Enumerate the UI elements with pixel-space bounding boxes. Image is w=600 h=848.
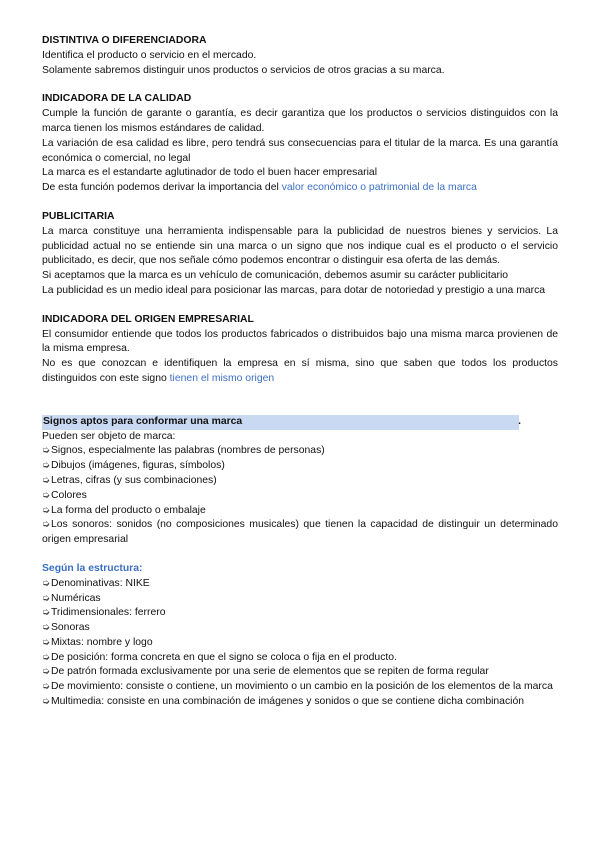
list-item-text: Mixtas: nombre y logo <box>50 636 153 648</box>
section-title-origen: INDICADORA DEL ORIGEN EMPRESARIAL <box>42 313 254 325</box>
signos-list <box>42 444 558 548</box>
list-item <box>42 474 558 489</box>
list-item-text: Los sonoros: sonidos (no composiciones musicales) que tienen la capacidad de distinguir un determinado origen empresarial <box>42 519 558 546</box>
list-item <box>42 651 558 666</box>
list-item <box>42 695 558 710</box>
paragraph: La marca constituye una herramienta indispensable para la publicidad de nuestros bienes y servicios. La publicidad actual no se entiende sin una marca o un signo que nos indique cual es el producto o el servicio publicitado, es decir, que nos señale cómo podemos encontrar o distinguir esa oferta de las demás. <box>42 225 558 267</box>
signos-title: Signos aptos para conformar una marca <box>43 415 243 427</box>
arrow-bullet-icon: ➭ <box>42 607 50 619</box>
arrow-bullet-icon: ➭ <box>42 460 50 472</box>
paragraph: La variación de esa calidad es libre, pero tendrá sus consecuencias para el titular de la marca. Es una garantía económica o comercial, no legal <box>42 137 558 164</box>
list-item-text: Letras, cifras (y sus combinaciones) <box>50 474 217 486</box>
arrow-bullet-icon: ➭ <box>42 504 50 516</box>
estructura-list <box>42 577 558 710</box>
list-item <box>42 459 558 474</box>
list-item-text: Numéricas <box>50 592 101 604</box>
valor-economico-link[interactable]: valor económico o patrimonial de la marca <box>281 182 477 194</box>
list-item-text: Tridimensionales: ferrero <box>50 607 166 619</box>
list-item <box>42 592 558 607</box>
list-item <box>42 518 558 548</box>
list-item-text: Sonoras <box>50 622 90 634</box>
list-item <box>42 444 558 459</box>
list-item <box>42 680 558 695</box>
paragraph: La marca es el estandarte aglutinador de todo el buen hacer empresarial <box>42 167 378 179</box>
list-item <box>42 577 558 592</box>
signos-intro: Pueden ser objeto de marca: <box>42 430 176 442</box>
list-item-text: Dibujos (imágenes, figuras, símbolos) <box>50 460 225 472</box>
list-item-text: Signos, especialmente las palabras (nombres de personas) <box>50 445 325 457</box>
list-item-text: De patrón formada exclusivamente por una serie de elementos que se repiten de forma regular <box>50 666 489 678</box>
arrow-bullet-icon: ➭ <box>42 445 50 457</box>
arrow-bullet-icon: ➭ <box>42 489 50 501</box>
paragraph-text: De esta función podemos derivar la importancia del <box>42 182 282 194</box>
arrow-bullet-icon: ➭ <box>42 474 50 486</box>
list-item-text: De movimiento: consiste o contiene, un movimiento o un cambio en la posición de los elementos de la marca <box>50 681 553 693</box>
mismo-origen-link[interactable]: tienen el mismo origen <box>169 372 275 384</box>
list-item-text: Colores <box>50 489 87 501</box>
paragraph-text: No es que conozcan e identifiquen la empresa en sí misma, sino que saben que todos los productos distinguidos con este signo <box>42 358 558 384</box>
paragraph-with-link <box>42 181 558 196</box>
paragraph: La publicidad es un medio ideal para posicionar las marcas, para dotar de notoriedad y prestigio a una marca <box>42 284 546 296</box>
paragraph: Identifica el producto o servicio en el mercado. <box>42 49 257 61</box>
arrow-bullet-icon: ➭ <box>42 681 50 693</box>
list-item <box>42 489 558 504</box>
arrow-bullet-icon: ➭ <box>42 696 50 708</box>
section-title-distintiva: DISTINTIVA O DIFERENCIADORA <box>42 35 207 46</box>
paragraph-with-link <box>42 357 558 387</box>
list-item <box>42 606 558 621</box>
paragraph: Si aceptamos que la marca es un vehículo de comunicación, debemos asumir su carácter publicitario <box>42 270 509 282</box>
document-page <box>42 34 558 710</box>
arrow-bullet-icon: ➭ <box>42 577 50 589</box>
list-item <box>42 665 558 680</box>
arrow-bullet-icon: ➭ <box>42 666 50 678</box>
paragraph: El consumidor entiende que todos los productos fabricados o distribuidos bajo una misma marca provienen de la misma empresa. <box>42 328 558 355</box>
signos-heading-band <box>42 415 519 430</box>
arrow-bullet-icon: ➭ <box>42 636 50 648</box>
list-item <box>42 636 558 651</box>
arrow-bullet-icon: ➭ <box>42 651 50 663</box>
signos-title-trailing: . <box>518 415 521 427</box>
section-title-calidad: INDICADORA DE LA CALIDAD <box>42 93 192 105</box>
arrow-bullet-icon: ➭ <box>42 592 50 604</box>
estructura-title: Según la estructura: <box>42 562 143 574</box>
arrow-bullet-icon: ➭ <box>42 519 50 531</box>
list-item-text: De posición: forma concreta en que el signo se coloca o fija en el producto. <box>50 651 397 663</box>
arrow-bullet-icon: ➭ <box>42 622 50 634</box>
list-item-text: Denominativas: NIKE <box>50 577 150 589</box>
paragraph: Solamente sabremos distinguir unos productos o servicios de otros gracias a su marca. <box>42 64 445 76</box>
list-item-text: La forma del producto o embalaje <box>50 504 206 516</box>
list-item-text: Multimedia: consiste en una combinación de imágenes y sonidos o que se contiene dicha combinación <box>50 696 525 708</box>
section-title-publicitaria: PUBLICITARIA <box>42 210 115 222</box>
paragraph: Cumple la función de garante o garantía, es decir garantiza que los productos o servicios distinguidos con la marca tienen los mismos estándares de calidad. <box>42 108 558 134</box>
list-item <box>42 621 558 636</box>
list-item <box>42 504 558 519</box>
